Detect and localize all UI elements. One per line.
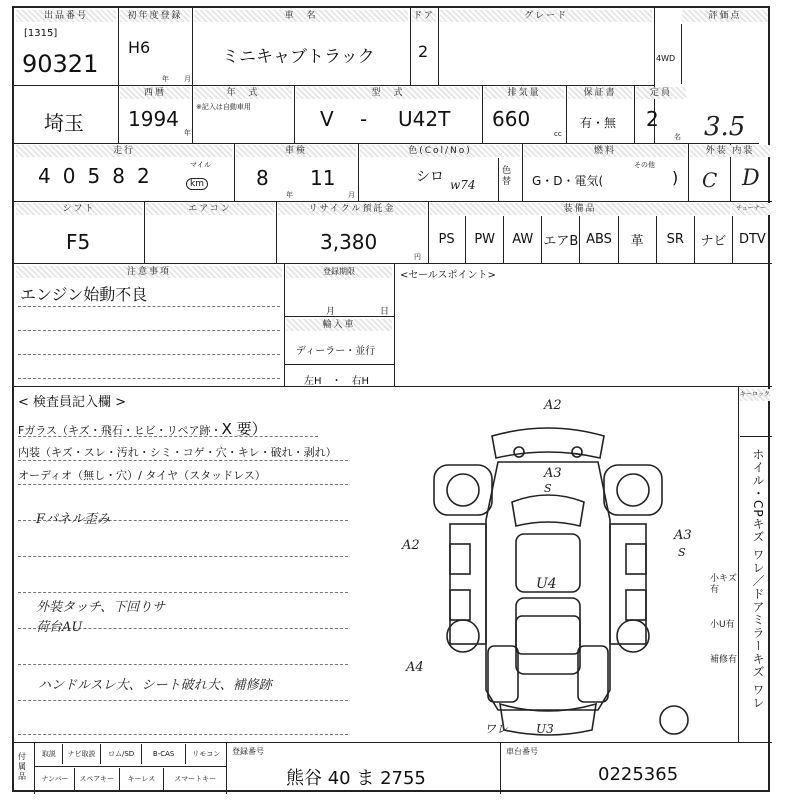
first-reg-header: 初年度登録 — [120, 10, 190, 22]
mark-right-sub: S — [678, 546, 686, 559]
line — [226, 742, 227, 794]
chassis-no: 0225365 — [598, 764, 679, 785]
accessories-side-label: 付属品 — [18, 752, 26, 781]
first-reg-year-unit: 年 — [162, 75, 169, 83]
mileage-digit: 8 — [112, 164, 125, 188]
wheel — [447, 474, 479, 506]
car-no: 熊谷 40 ま 2755 — [286, 768, 426, 789]
model-note: ※記入は自動車用 — [196, 103, 251, 111]
wheel — [617, 474, 649, 506]
mileage-digits — [38, 164, 150, 188]
year-value: 1994 — [128, 107, 179, 131]
shift-header: シフト — [16, 203, 142, 215]
equip-abs: ABS — [580, 216, 618, 263]
mileage-digit: 5 — [87, 164, 101, 188]
mileage-km-unit: km — [186, 178, 208, 190]
windshield — [512, 495, 584, 526]
right-note: 小U有 — [710, 620, 735, 630]
doors-value: 2 — [418, 42, 429, 61]
equipment-row — [428, 216, 772, 263]
right-notes — [710, 574, 738, 666]
line — [688, 143, 689, 201]
mark-roof-sub: S — [544, 482, 552, 495]
notes-bottom-line — [14, 386, 772, 387]
car-no-header: 登録番号 — [232, 747, 264, 756]
accessories-top — [36, 744, 226, 764]
sales-point-header: <セールスポイント> — [400, 270, 496, 281]
tire — [604, 465, 662, 515]
acc-label: 取説 — [36, 744, 63, 764]
mark-bottom-left: ワレ — [484, 722, 509, 736]
first-reg-era: H6 — [128, 38, 151, 57]
line — [738, 386, 739, 742]
mileage-mile-unit: マイル — [190, 161, 211, 169]
mileage-digit: 0 — [62, 164, 76, 188]
bed-inner — [516, 616, 580, 654]
line — [522, 143, 523, 201]
mark-left: A2 — [402, 538, 420, 553]
dash — [18, 436, 318, 437]
warranty-header: 保証書 — [568, 87, 632, 99]
score-value: 3.5 — [704, 112, 746, 142]
color-code: w74 — [450, 178, 476, 192]
line — [34, 742, 35, 794]
displacement-header: 排気量 — [484, 87, 564, 99]
hand-note: 荷台AU — [36, 620, 83, 635]
equip-dtv: DTV — [738, 232, 766, 247]
front-bumper — [492, 428, 604, 458]
acc-label: キーレス — [120, 768, 165, 790]
int-grade: D — [742, 166, 760, 191]
line — [500, 742, 501, 794]
color-name: シロ — [416, 169, 444, 185]
chassis-header: 車台番号 — [506, 747, 538, 756]
line — [498, 158, 499, 201]
import-value: ディーラー・並行 — [296, 346, 376, 357]
inspection-month: 11 — [310, 166, 336, 190]
eval-header: 評価点 — [682, 10, 768, 22]
mileage-header: 走行 — [16, 145, 232, 157]
acc-label: スマートキー — [174, 775, 217, 783]
row1-bottom-line — [14, 85, 654, 86]
model-year-header: 年 式 — [194, 87, 292, 99]
shift-value: F5 — [66, 230, 91, 254]
capacity-value: 2 — [646, 107, 659, 131]
car-name-header: 車 名 — [194, 10, 408, 22]
ext-grade: C — [702, 168, 718, 192]
drive-value: 4WD — [656, 54, 676, 63]
equip-sr: SR — [657, 216, 695, 263]
right-strip: ホイル・CPキズ ワレ／ドアミラーキズ ワレ — [751, 448, 765, 710]
equip-navi: ナビ — [695, 216, 733, 263]
warranty-value: 有・無 — [580, 116, 617, 130]
inspector-interior: 内装（キズ・スレ・汚れ・シミ・コゲ・穴・キレ・破れ・剥れ） — [18, 446, 337, 459]
equip-pw: PW — [466, 216, 504, 263]
dash — [18, 556, 348, 557]
door-lower — [450, 590, 470, 620]
mark-top: A2 — [544, 398, 562, 413]
reg-deadline-day: 日 — [380, 307, 390, 317]
right-note: 小キズ有 — [710, 574, 737, 595]
mileage-digit: 2 — [136, 164, 150, 188]
inspector-audio: オーディオ（無し・穴）/ タイヤ（スタッドレス） — [18, 469, 266, 482]
reg-deadline-month: 月 — [326, 307, 336, 317]
dash — [18, 306, 280, 307]
drive-box — [654, 24, 682, 84]
acc-label: リモコン — [192, 750, 221, 758]
line — [192, 8, 193, 85]
rear-fender — [488, 646, 518, 702]
dash — [18, 734, 348, 735]
aircon-header: エアコン — [146, 203, 274, 215]
color-header: 色(Col/No) — [360, 145, 520, 157]
model-header: 型 式 — [296, 87, 480, 99]
lock-header: キーロック — [740, 389, 770, 401]
wheel — [447, 620, 479, 652]
door-glass — [450, 544, 470, 574]
line — [394, 263, 395, 386]
line — [34, 766, 226, 767]
capacity-unit: 名 — [674, 133, 681, 141]
steering: 左H ・ 右H — [304, 376, 370, 387]
line — [358, 143, 359, 201]
dash — [18, 460, 348, 461]
line — [234, 143, 235, 201]
fuel-other: その他 — [634, 161, 655, 169]
auction-sheet — [12, 6, 770, 792]
acc-label: ナンバー — [36, 768, 75, 790]
ext-int-header: 外装 内装 — [690, 145, 770, 157]
fuel-header: 燃料 — [524, 145, 686, 157]
accessories-bottom — [36, 768, 226, 790]
equip-airbag: エアB — [542, 216, 580, 263]
line — [284, 263, 285, 386]
notes-text: エンジン始動不良 — [20, 285, 148, 304]
fuel-options: G・D・電気( — [532, 174, 604, 188]
tire — [434, 465, 492, 515]
door-glass — [626, 544, 646, 574]
mark-bottom-right: U3 — [536, 722, 554, 736]
import-header: 輸入車 — [286, 319, 392, 331]
dash — [18, 484, 348, 485]
grade-header: グレード — [440, 10, 652, 22]
left-side — [450, 524, 486, 644]
bottom-top-line — [14, 742, 772, 743]
line — [634, 85, 635, 143]
dash — [18, 700, 348, 701]
mileage-digit: 4 — [38, 164, 51, 188]
wheel — [617, 620, 649, 652]
recycle-unit: 円 — [414, 253, 421, 261]
line — [284, 316, 394, 317]
capacity-header: 定員 — [636, 87, 686, 99]
inspector-xreq: X 要） — [221, 420, 267, 438]
line — [118, 8, 119, 143]
equip-ps: PS — [428, 216, 466, 263]
recycle-header: リサイクル預託金 — [278, 203, 426, 215]
year-unit: 年 — [184, 129, 191, 137]
acc-label: ロム/SD — [101, 744, 142, 764]
mark-roof: A3 — [544, 466, 562, 481]
door-lower — [626, 590, 646, 620]
notes-header: 注意事項 — [16, 266, 282, 278]
fuel-close: ) — [672, 168, 679, 187]
equip-aw: AW — [504, 216, 542, 263]
mark-right: A3 — [674, 528, 692, 543]
model-prefix: V — [320, 107, 334, 131]
dash — [18, 664, 348, 665]
equipment-header: 装備品 — [430, 203, 730, 215]
recycle-value: 3,380 — [320, 230, 378, 254]
bed — [516, 598, 580, 674]
mark-center: U4 — [536, 576, 557, 592]
right-side — [610, 524, 646, 644]
model-code: U42T — [398, 107, 451, 131]
lock-box — [740, 403, 772, 437]
first-reg-month-unit: 月 — [184, 75, 191, 83]
dash — [18, 378, 280, 379]
line — [438, 8, 439, 85]
dtv-header: チューナー — [732, 203, 770, 215]
headlight — [572, 447, 582, 457]
right-note: 補修有 — [710, 655, 738, 665]
line — [192, 85, 193, 143]
line — [566, 85, 567, 143]
mark-left-low: A4 — [406, 660, 424, 675]
inspector-glass-text: Fガラス（キズ・飛石・ヒビ・リペア跡・ — [18, 424, 222, 437]
line — [276, 201, 277, 263]
acc-label: ナビ取説 — [63, 744, 102, 764]
rear-fender — [578, 646, 608, 702]
equip-leather: 革 — [619, 216, 657, 263]
car-name: ミニキャブトラック — [222, 47, 375, 67]
color-change-label: 色替 — [502, 166, 512, 187]
inspection-year-unit: 年 — [286, 191, 293, 199]
acc-label: B-CAS — [142, 744, 187, 764]
row4-bottom-line — [14, 263, 772, 264]
line — [482, 85, 483, 143]
hand-exterior: 外装タッチ、下回りサ — [36, 600, 166, 615]
inspector-header: < 検査員記入欄 > — [18, 395, 127, 410]
lot-code: [1315] — [24, 28, 58, 39]
acc-label: スペアキー — [75, 768, 120, 790]
line — [410, 8, 411, 85]
dash — [18, 592, 348, 593]
row2-bottom-line — [14, 143, 759, 144]
headlight — [514, 447, 524, 457]
row3-bottom-line — [14, 201, 772, 202]
dash — [18, 354, 280, 355]
inspection-month-unit: 月 — [348, 191, 355, 199]
dash — [18, 330, 280, 331]
doors-header: ドア — [413, 11, 435, 21]
lot-header: 出品番号 — [16, 10, 116, 22]
inspection-year: 8 — [256, 166, 269, 190]
displacement-unit: cc — [554, 130, 562, 138]
line — [294, 85, 295, 143]
inspection-header: 車検 — [236, 145, 356, 157]
displacement-value: 660 — [492, 107, 531, 131]
lot-number: 90321 — [22, 50, 99, 78]
hand-bottom: ハンドルスレ大、シート破れ大、補修跡 — [38, 678, 272, 693]
spare-wheel — [660, 706, 688, 734]
model-dash: - — [360, 107, 368, 131]
reg-deadline-header: 登録期限 — [286, 266, 392, 278]
hand-panel: Fパネル歪み — [36, 512, 111, 527]
gengo-header: 西暦 — [120, 87, 190, 99]
line — [284, 364, 394, 365]
region: 埼玉 — [44, 111, 84, 135]
line — [144, 201, 145, 263]
car-diagram — [404, 400, 694, 740]
